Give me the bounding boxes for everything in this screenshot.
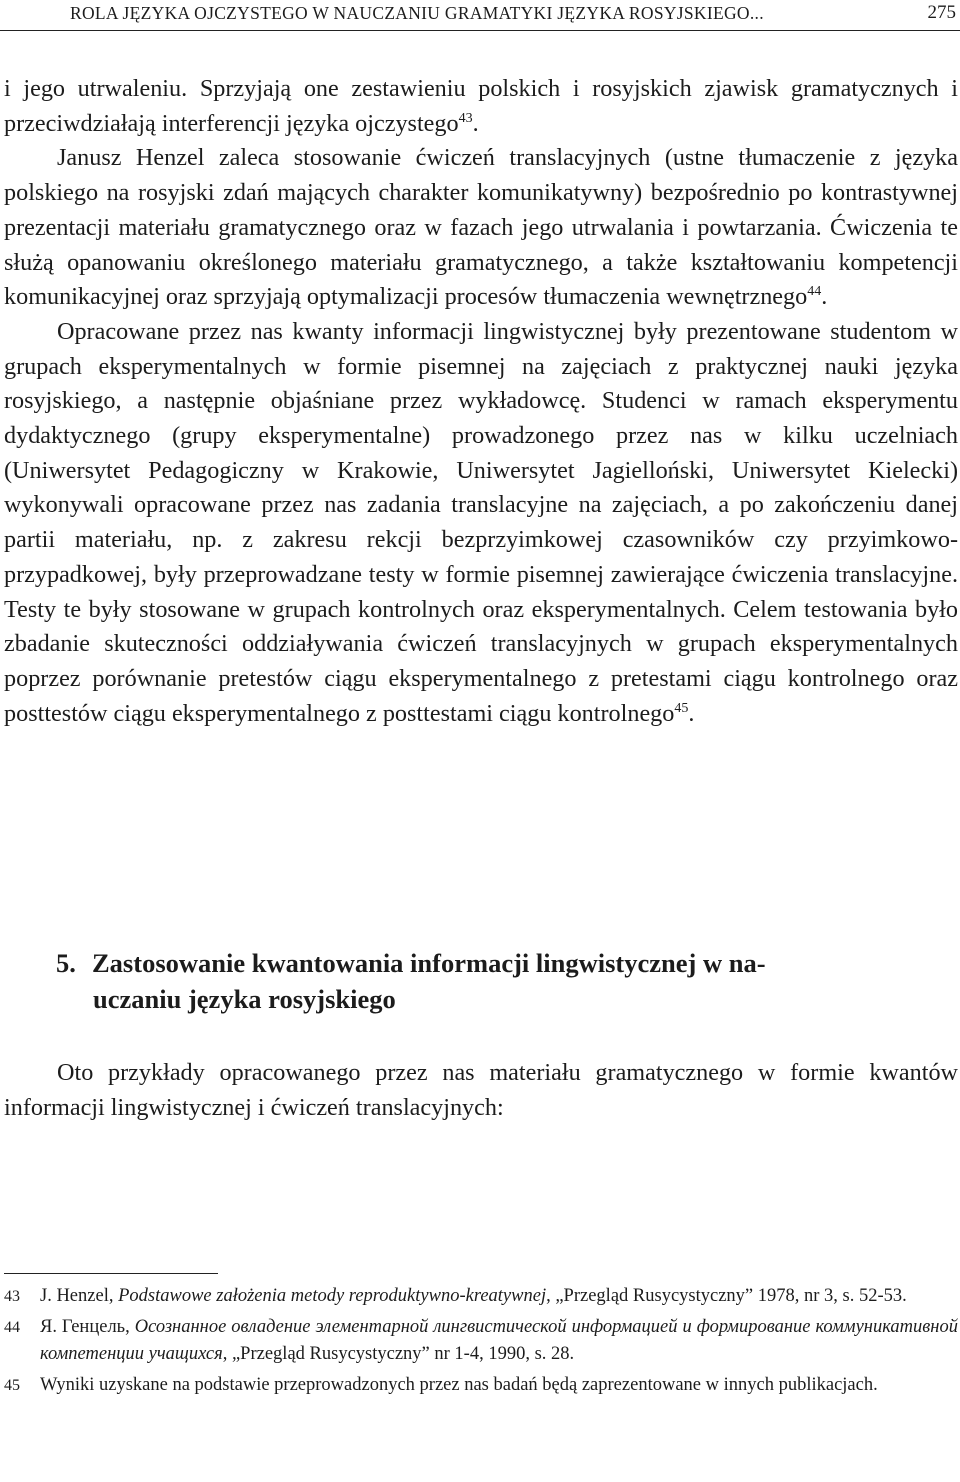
footnote-43: 43 J. Henzel, Podstawowe założenia metody reproduktywno-kreatywnej, „Przegląd Rusycystyczny” 1978, nr 3, s. 52-53. [4, 1283, 958, 1311]
footnote-rule [4, 1273, 218, 1274]
paragraph-experiment: Opracowane przez nas kwanty informacji lingwistycznej były prezentowane studentom w grupach eksperymentalnych w formie pisemnej na zajęciach z praktycznej nauki języka rosyjskiego, a następnie objaśniane przez wykładowcę. Studenci w ramach eksperymentu dydaktycznego (grupy eksperymentalne) prowadzonego przez nas w kilku uczelniach (Uniwersytet Pedagogiczny w Krakowie, Uniwersytet Jagielloński, Uniwersytet Kielecki) wykonywali opracowane przez nas zadania translacyjne na zajęciach, a po zakończeniu danej partii materiału, np. z zakresu rekcji bezprzyimkowej czasowników czy przyimkowo-przypadkowej, były przeprowadzane testy w formie pisemnej zawierające ćwiczenia translacyjne. Testy te były stosowane w grupach kontrolnych oraz eksperymentalnych. Celem testowania było zbadanie skuteczności oddziaływania ćwiczeń translacyjnych w grupach eksperymentalnych poprzez porównanie pretestów ciągu eksperymentalnego z pretestami ciągu kontrolnego oraz posttestów ciągu eksperymentalnego z posttestami ciągu kontrolnego$^{45}$. [4, 317, 958, 727]
section-heading [56, 945, 916, 1017]
footnote-45: 45 Wyniki uzyskane na podstawie przeprowadzonych przez nas badań będą zaprezentowane w innych publikacjach. [4, 1372, 958, 1400]
footnote-title: Осознанное овладение элементарной лингвистической информацией и формирование коммуникативной компетенции учащихся [40, 1316, 958, 1364]
footnote-title: Podstawowe założenia metody reproduktywno-kreatywnej [118, 1286, 547, 1306]
paragraph-examples-intro: Oto przykłady opracowanego przez nas materiału gramatycznego w formie kwantów informacji lingwistycznej i ćwiczeń translacyjnych: [4, 1059, 958, 1121]
section-number: 5. [56, 948, 76, 978]
body-text-block [4, 72, 958, 731]
footnote-ref-44: 44 [807, 284, 822, 300]
footnote-ref-43: 43 [458, 110, 473, 126]
footnote-number: 44 [4, 1318, 20, 1336]
footnote-number: 43 [4, 1288, 20, 1305]
footnote-ref-45: 45 [674, 700, 689, 716]
header-rule [0, 30, 960, 31]
footnote-number: 45 [4, 1376, 20, 1394]
section-title-line1: Zastosowanie kwantowania informacji lingwistycznej w na- [92, 948, 766, 978]
section-title-line2: uczaniu języka rosyjskiego [93, 984, 396, 1014]
paragraph-continuation: i jego utrwaleniu. Sprzyjają one zestawieniu polskich i rosyjskich zjawisk gramatycznych i przeciwdziałają interferencji języka ojczystego$^{43}$. [4, 75, 958, 137]
running-title: ROLA JĘZYKA OJCZYSTEGO W NAUCZANIU GRAMATYKI JĘZYKA ROSYJSKIEGO... [70, 3, 764, 23]
page-number: 275 [927, 2, 956, 23]
running-header [0, 0, 960, 30]
footnotes [4, 1283, 958, 1402]
paragraph-henzel: Janusz Henzel zaleca stosowanie ćwiczeń translacyjnych (ustne tłumaczenie z języka polskiego na rosyjski zdań mających charakter komunikatywny) bezpośrednio po kontrastywnej prezentacji materiału gramatycznego oraz w fazach jego utrwalania i powtarzania. Ćwiczenia te służą opanowaniu określonego materiału gramatycznego, a także kształtowaniu kompetencji komunikacyjnej oraz sprzyjają optymalizacji procesów tłumaczenia wewnętrznego$^{44}$. [4, 144, 958, 311]
intro-examples-block [4, 1056, 958, 1125]
footnote-44: 44 Я. Генцель, Осознанное овладение элементарной лингвистической информацией и формирование коммуникативной компетенции учащихся, „Przegląd Rusycystyczny” nr 1-4, 1990, s. 28. [4, 1314, 958, 1369]
